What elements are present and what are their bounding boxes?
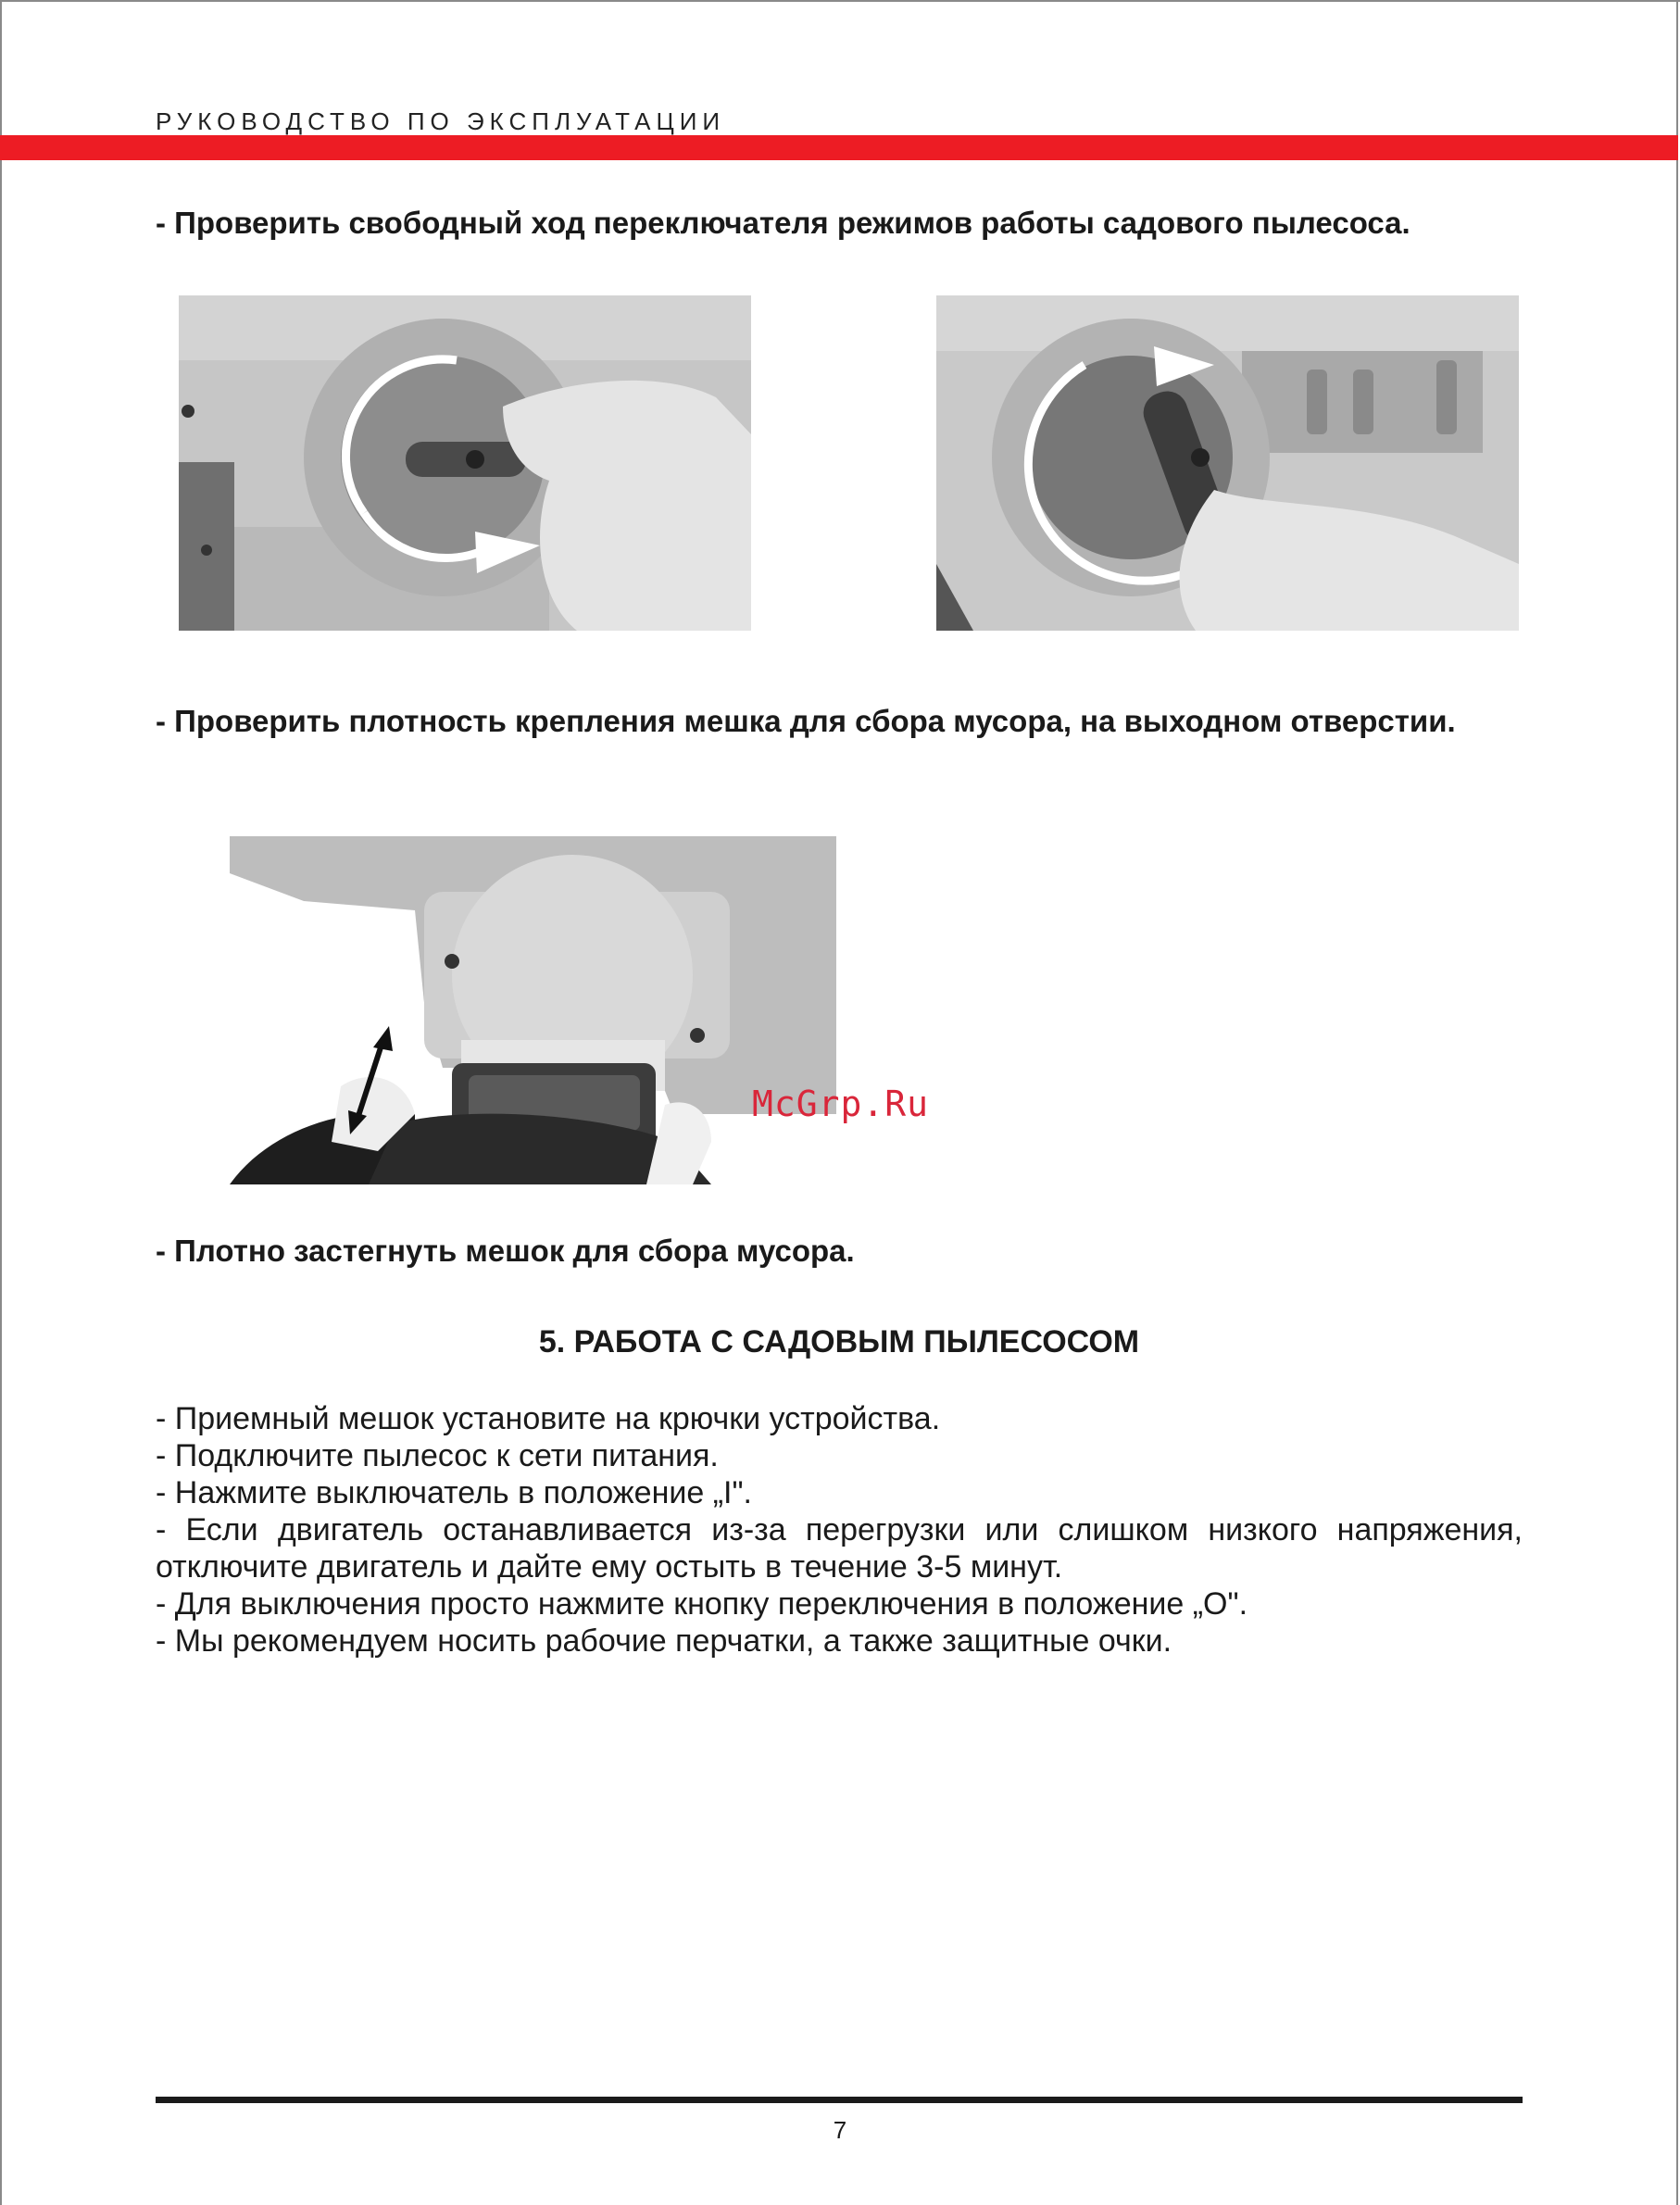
step-check-mode-switch: - Проверить свободный ход переключателя режимов работы садового пылесоса. xyxy=(156,206,1410,240)
instruction-line: - Если двигатель останавливается из-за перегрузки или слишком низкого напряжения, отключите двигатель и дайте ему остыть в течение 3-5 минут. xyxy=(156,1512,1523,1585)
page-border-right xyxy=(1676,0,1678,2205)
header-title: РУКОВОДСТВО ПО ЭКСПЛУАТАЦИИ xyxy=(156,107,726,135)
step-fasten-bag: - Плотно застегнуть мешок для сбора мусора. xyxy=(156,1234,855,1268)
section-title: 5. РАБОТА С САДОВЫМ ПЫЛЕСОСОМ xyxy=(538,1324,1140,1359)
header-red-band xyxy=(0,135,1678,160)
page-number: 7 xyxy=(833,2116,847,2144)
watermark-text: McGrp.Ru xyxy=(752,1084,930,1124)
step-check-bag-mount: - Проверить плотность крепления мешка для сбора мусора, на выходном отверстии. xyxy=(156,704,1456,738)
photo-mode-switch-right xyxy=(936,295,1519,631)
instruction-line: - Нажмите выключатель в положение „I". xyxy=(156,1475,752,1510)
instruction-line: - Подключите пылесос к сети питания. xyxy=(156,1438,719,1473)
photo-bag-attachment xyxy=(230,836,836,1184)
instructions-list xyxy=(156,1400,1523,1660)
page-border-left xyxy=(0,0,2,2205)
instruction-line: - Для выключения просто нажмите кнопку переключения в положение „O". xyxy=(156,1586,1248,1622)
footer-rule xyxy=(156,2097,1523,2103)
photo-mode-switch-left xyxy=(179,295,751,631)
instruction-line: - Мы рекомендуем носить рабочие перчатки, а также защитные очки. xyxy=(156,1623,1172,1659)
page-border-top xyxy=(0,0,1680,2)
instruction-line: - Приемный мешок установите на крючки устройства. xyxy=(156,1401,941,1436)
